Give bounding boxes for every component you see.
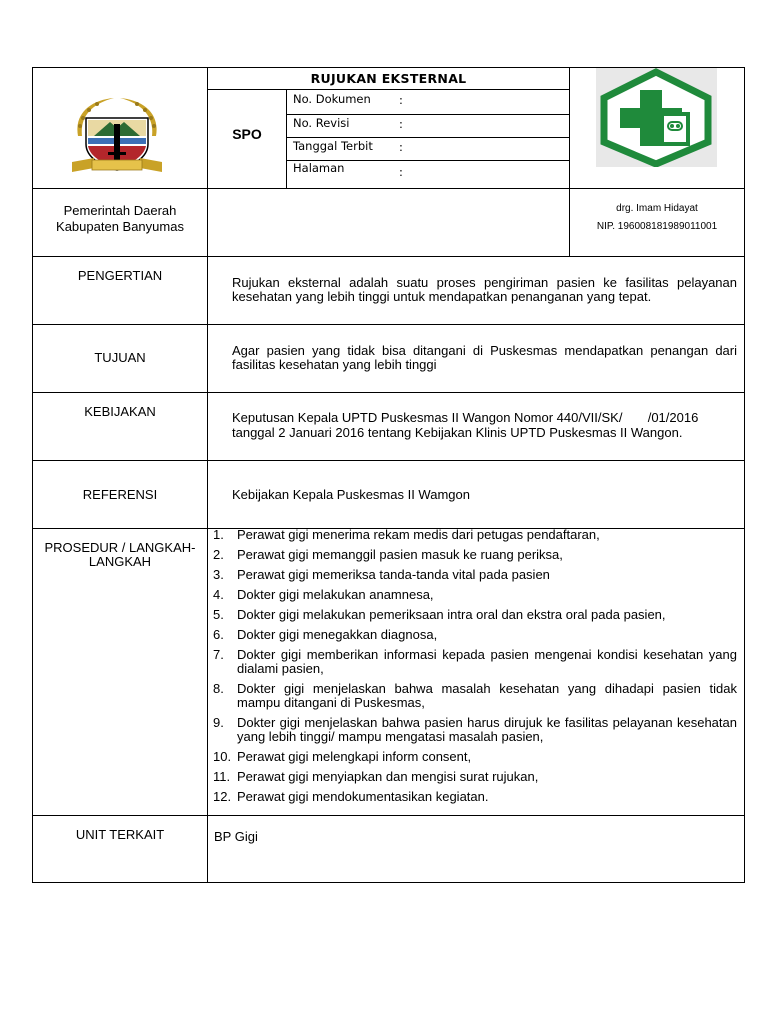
procedure-step — [213, 568, 737, 582]
procedure-step — [213, 608, 737, 622]
procedure-step-text: Perawat gigi menyiapkan dan mengisi surat rujukan, — [237, 769, 539, 784]
procedure-step — [213, 628, 737, 642]
text-kebijakan-line1: Keputusan Kepala UPTD Puskesmas II Wangon Nomor 440/VII/SK/ /01/2016 — [232, 410, 699, 425]
procedure-step — [213, 716, 737, 744]
row-line-prosedur — [32, 815, 745, 816]
org-line-2: Kabupaten Banyumas — [56, 219, 184, 234]
procedure-step — [213, 548, 737, 562]
procedure-step-number: 7. — [213, 647, 224, 662]
row-line-org — [32, 256, 745, 257]
row-line-tujuan — [32, 392, 745, 393]
procedure-step-text: Dokter gigi menegakkan diagnosa, — [237, 627, 438, 642]
procedure-step-text: Dokter gigi menjelaskan bahwa masalah kesehatan yang dihadapi pasien tidak mampu ditangani di Puskesmas, — [237, 681, 737, 710]
row-line-pengertian — [32, 324, 745, 325]
row-line-kebijakan — [32, 460, 745, 461]
procedure-step-number: 11. — [213, 769, 231, 784]
procedure-step — [213, 528, 737, 542]
doc-row-line-2 — [286, 137, 569, 138]
table-border-bottom — [32, 882, 745, 883]
doc-field-label-halaman: Halaman — [293, 161, 345, 175]
org-name — [33, 203, 207, 235]
procedure-step-number: 3. — [213, 567, 224, 582]
procedure-step-number: 4. — [213, 587, 224, 602]
procedure-step-text: Perawat gigi memeriksa tanda-tanda vital pada pasien — [237, 567, 550, 582]
procedure-step — [213, 588, 737, 602]
label-pengertian: PENGERTIAN — [77, 268, 163, 283]
procedure-step — [213, 790, 737, 804]
row-line-header — [32, 188, 745, 189]
procedure-step-text: Dokter gigi melakukan anamnesa, — [237, 587, 434, 602]
doc-row-line-1 — [286, 114, 569, 115]
label-unit-terkait: UNIT TERKAIT — [75, 827, 165, 842]
spo-label: SPO — [232, 126, 262, 142]
text-unit-terkait: BP Gigi — [214, 829, 258, 844]
procedure-step — [213, 682, 737, 710]
procedure-step-text: Perawat gigi melengkapi inform consent, — [237, 749, 472, 764]
doc-field-colon-norevisi: : — [399, 117, 403, 131]
puskesmas-logo-icon — [596, 68, 717, 167]
doc-field-label-tanggalterbit: Tanggal Terbit — [293, 139, 373, 153]
text-kebijakan-line2: tanggal 2 Januari 2016 tentang Kebijakan Klinis UPTD Puskesmas II Wangon. — [232, 425, 683, 440]
procedure-step-number: 8. — [213, 681, 224, 696]
procedure-step — [213, 750, 737, 764]
procedure-step-number: 12. — [213, 789, 232, 804]
spo-divider — [286, 89, 287, 188]
document-title: RUJUKAN EKSTERNAL — [310, 71, 467, 86]
title-underline — [207, 89, 569, 90]
procedure-step-text: Dokter gigi memberikan informasi kepada pasien mengenai kondisi kesehatan yang dialami pasien, — [237, 647, 737, 676]
procedure-step-number: 6. — [213, 627, 224, 642]
procedure-step-number: 5. — [213, 607, 224, 622]
procedure-step — [213, 648, 737, 676]
doc-field-colon-nodokumen: : — [399, 93, 403, 107]
procedure-step-number: 1. — [213, 527, 224, 542]
label-prosedur-line1: PROSEDUR / LANGKAH- — [44, 540, 196, 555]
doc-field-label-nodokumen: No. Dokumen — [293, 92, 371, 106]
signatory-nip: NIP. 196008181989011001 — [596, 221, 718, 232]
table-border-left — [32, 67, 33, 883]
procedure-step-number: 2. — [213, 547, 224, 562]
doc-field-label-norevisi: No. Revisi — [293, 116, 350, 130]
procedure-step-number: 9. — [213, 715, 224, 730]
label-kebijakan: KEBIJAKAN — [84, 404, 156, 419]
label-prosedur — [33, 541, 207, 569]
procedure-steps — [213, 528, 737, 810]
text-referensi: Kebijakan Kepala Puskesmas II Wamgon — [232, 487, 470, 502]
doc-field-colon-tanggalterbit: : — [399, 140, 403, 154]
procedure-step-text: Perawat gigi mendokumentasikan kegiatan. — [237, 789, 489, 804]
procedure-step-number: 10. — [213, 749, 232, 764]
text-tujuan: Agar pasien yang tidak bisa ditangani di Puskesmas mendapatkan penangan dari fasilitas kesehatan yang lebih tinggi — [232, 343, 737, 372]
org-line-1: Pemerintah Daerah — [63, 203, 177, 218]
column-divider — [207, 67, 208, 883]
table-border-right — [744, 67, 745, 883]
procedure-step-text: Dokter gigi menjelaskan bahwa pasien harus dirujuk ke fasilitas pelayanan kesehatan yang lebih tinggi/ mampu mengatasi masalah pasien, — [237, 715, 737, 744]
procedure-step-text: Perawat gigi menerima rekam medis dari petugas pendaftaran, — [237, 527, 600, 542]
banyumas-emblem-icon — [64, 92, 170, 176]
text-pengertian: Rujukan eksternal adalah suatu proses pengiriman pasien ke fasilitas pelayanan kesehatan yang lebih tinggi untuk mendapatkan penanganan yang tepat. — [232, 275, 737, 304]
label-prosedur-line2: LANGKAH — [88, 554, 152, 569]
signatory-name: drg. Imam Hidayat — [616, 203, 698, 214]
procedure-step-text: Dokter gigi melakukan pemeriksaan intra oral dan ekstra oral pada pasien, — [237, 607, 666, 622]
doc-field-colon-halaman: : — [399, 165, 403, 179]
label-tujuan: TUJUAN — [94, 350, 146, 365]
procedure-step-text: Perawat gigi memanggil pasien masuk ke ruang periksa, — [237, 547, 563, 562]
procedure-step — [213, 770, 737, 784]
label-referensi: REFERENSI — [82, 487, 158, 502]
